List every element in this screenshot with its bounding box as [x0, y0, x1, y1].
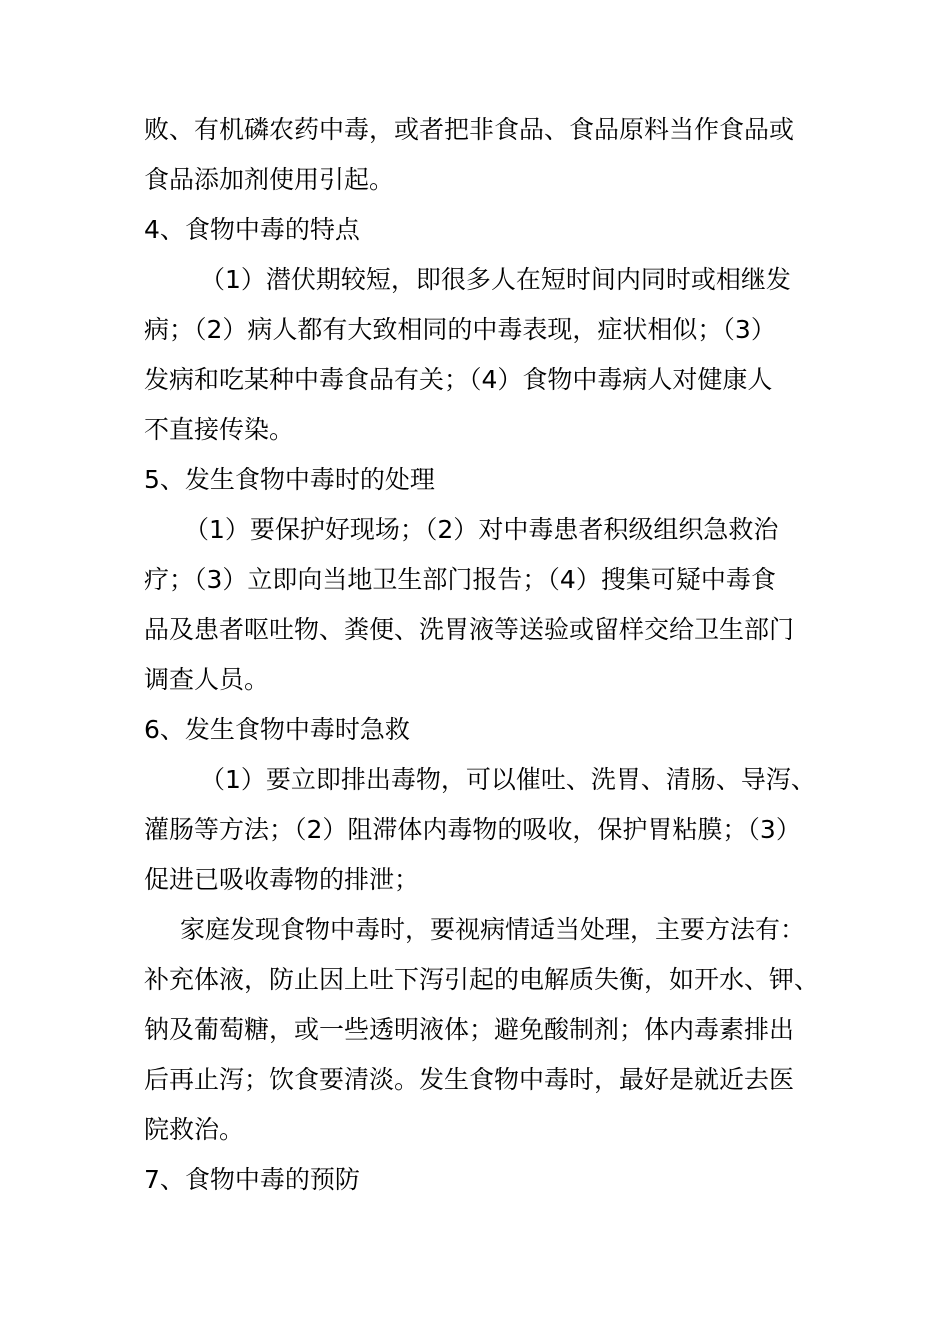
text-line: 钠及葡萄糖，或一些透明液体；避免酸制剂；体内毒素排出 [144, 1015, 795, 1044]
text-line: （1）要立即排出毒物，可以催吐、洗胃、清肠、导泻、 [200, 765, 816, 794]
text-line: 不直接传染。 [144, 415, 295, 444]
text-line: 后再止泻；饮食要清淡。发生食物中毒时，最好是就近去医 [144, 1065, 795, 1094]
section-heading: 6、发生食物中毒时急救 [144, 715, 410, 744]
text-line: 灌肠等方法；（2）阻滞体内毒物的吸收，保护胃粘膜；（3） [144, 815, 801, 844]
text-line: 调查人员。 [144, 665, 270, 694]
text-line: 疗；（3）立即向当地卫生部门报告；（4）搜集可疑中毒食 [144, 565, 776, 594]
text-line: 品及患者呕吐物、粪便、洗胃液等送验或留样交给卫生部门 [144, 615, 795, 644]
text-line: 发病和吃某种中毒食品有关；（4）食物中毒病人对健康人 [144, 365, 773, 394]
text-line: 促进已吸收毒物的排泄； [144, 865, 420, 894]
text-line: 院救治。 [144, 1115, 245, 1144]
text-line: 败、有机磷农药中毒，或者把非食品、食品原料当作食品或 [144, 115, 795, 144]
text-line: 食品添加剂使用引起。 [144, 165, 395, 194]
text-line: 家庭发现食物中毒时，要视病情适当处理，主要方法有： [180, 915, 806, 944]
section-heading: 4、食物中毒的特点 [144, 215, 360, 244]
section-heading: 5、发生食物中毒时的处理 [144, 465, 435, 494]
text-line: （1）潜伏期较短，即很多人在短时间内同时或相继发 [200, 265, 791, 294]
text-line: 补充体液，防止因上吐下泻引起的电解质失衡，如开水、钾、 [144, 965, 820, 994]
text-line: 病；（2）病人都有大致相同的中毒表现，症状相似；（3） [144, 315, 776, 344]
text-line: （1）要保护好现场；（2）对中毒患者积级组织急救治 [184, 515, 779, 544]
section-heading: 7、食物中毒的预防 [144, 1165, 360, 1194]
